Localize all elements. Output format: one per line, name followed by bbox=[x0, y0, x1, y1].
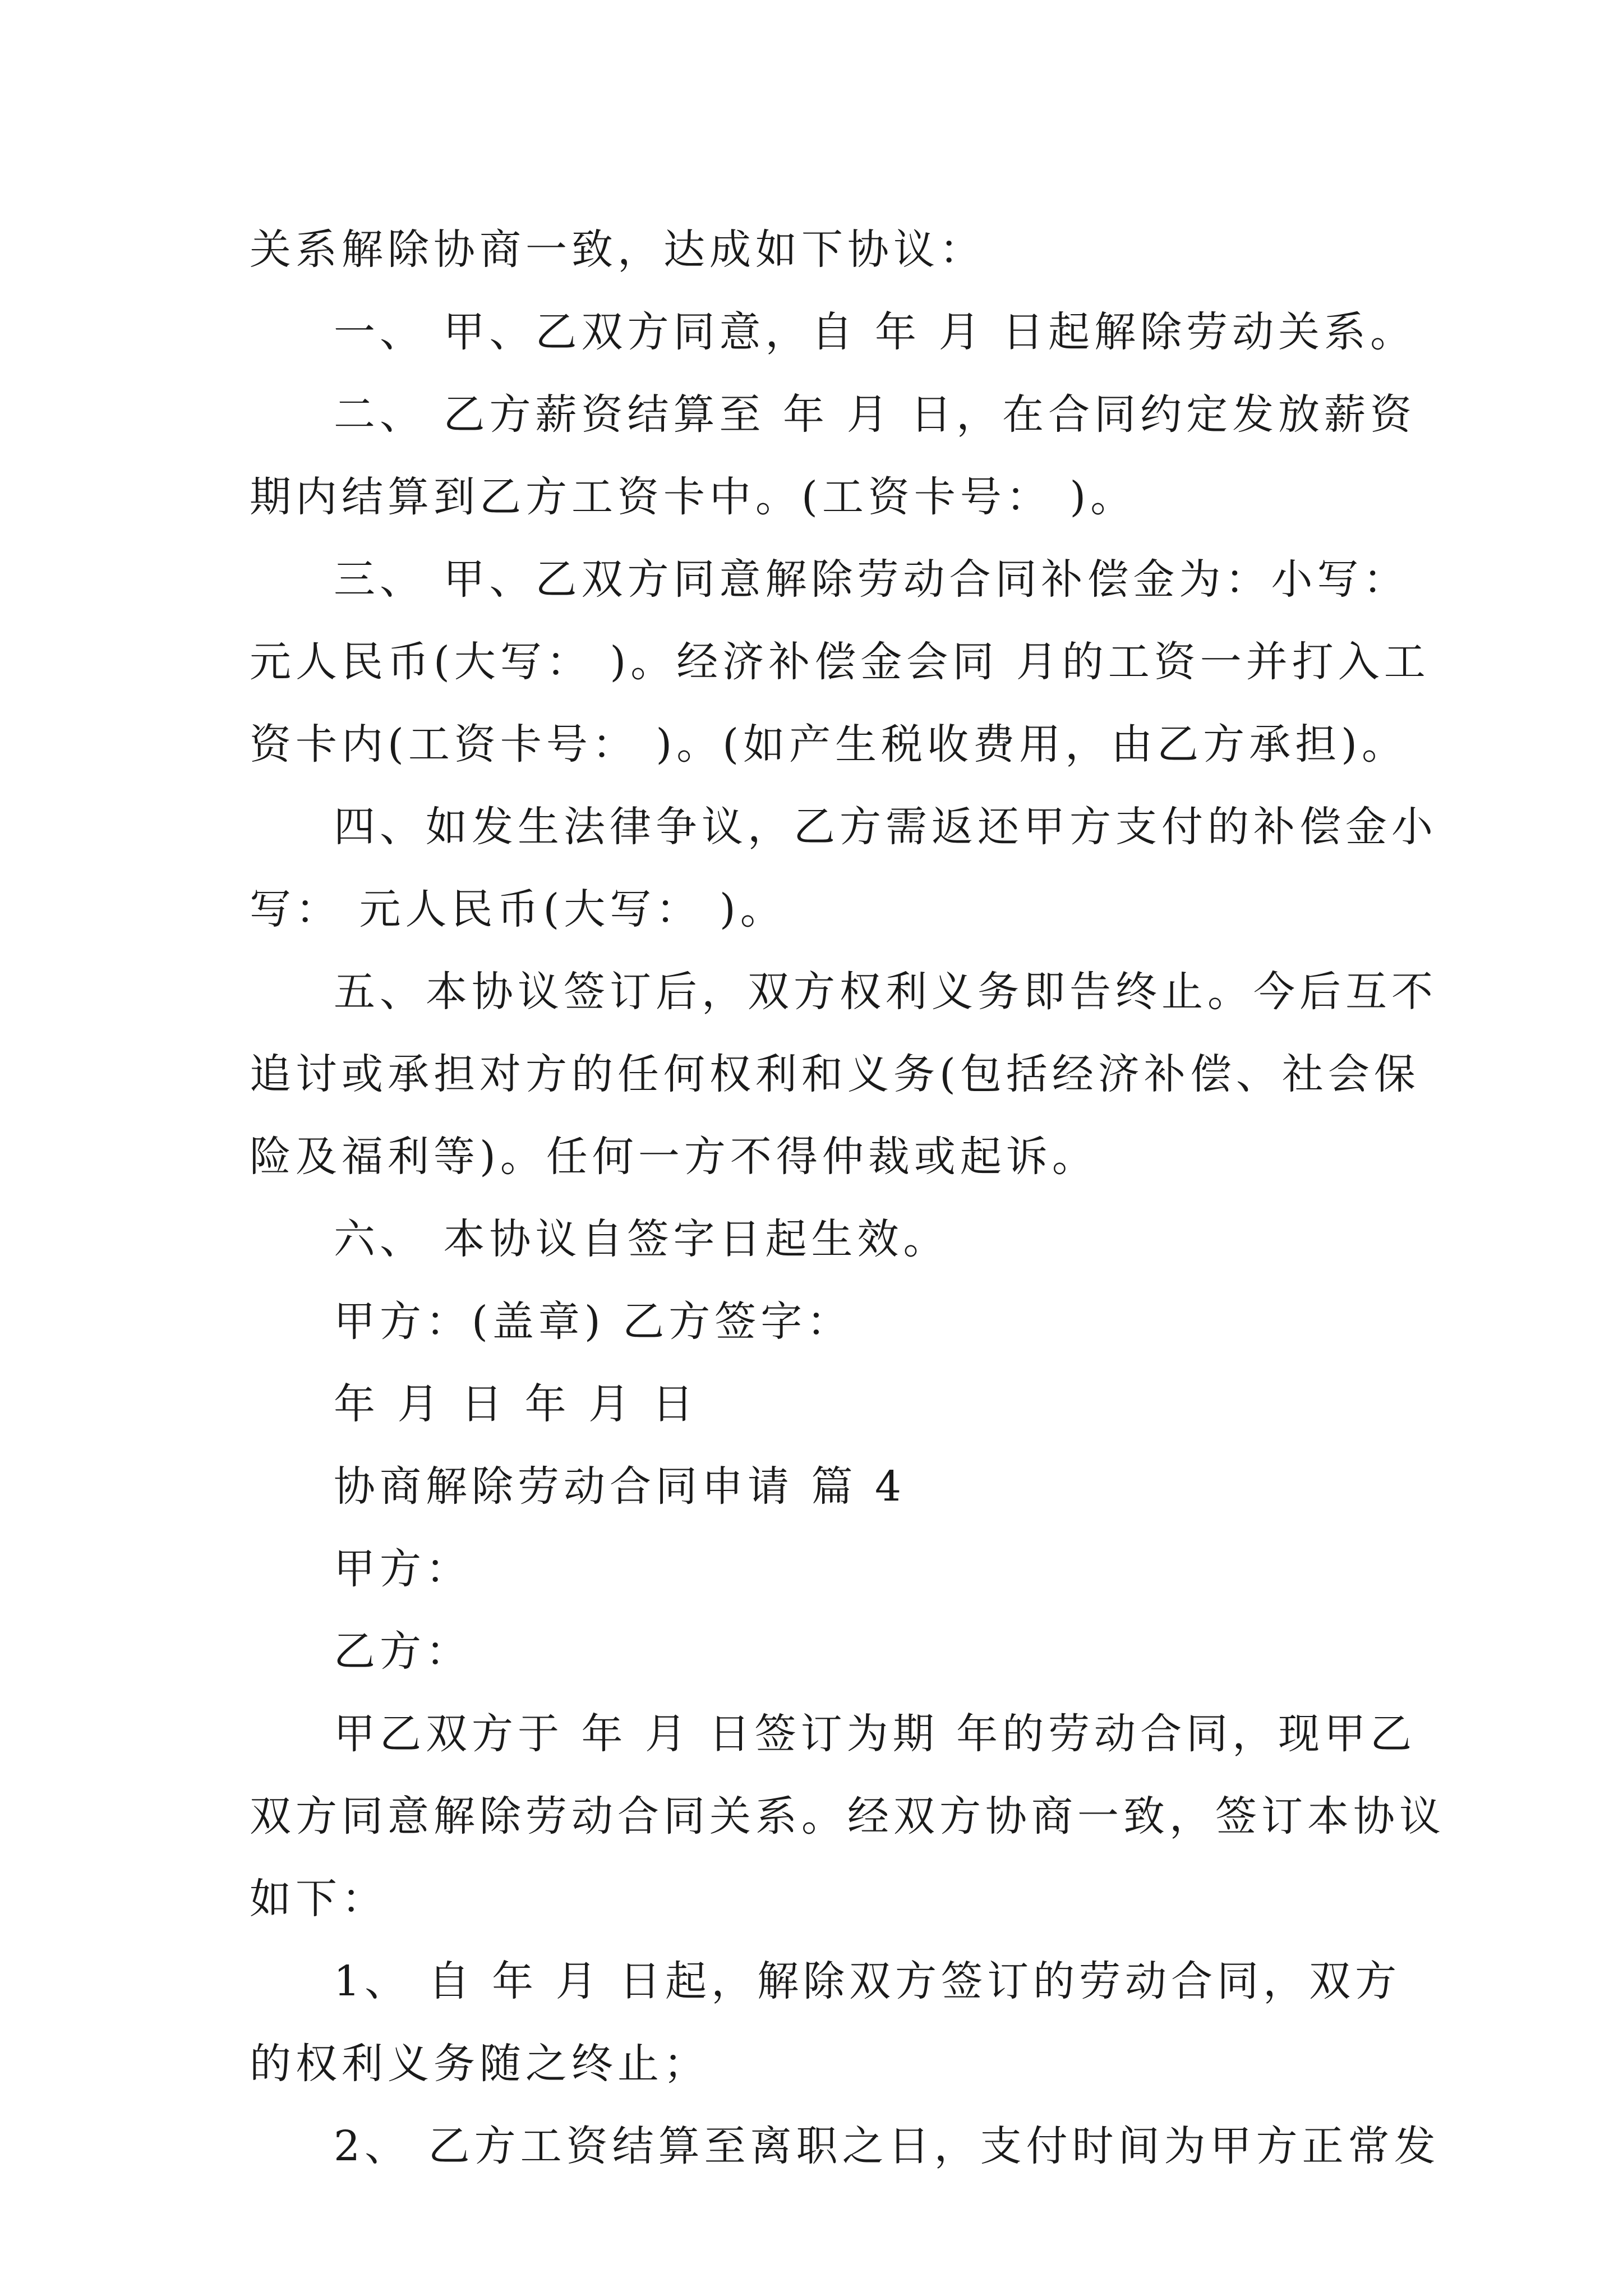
item-2: 2、 乙方工资结算至离职之日，支付时间为甲方正常发 bbox=[334, 2122, 1440, 2170]
clause-3: 三、 甲、乙双方同意解除劳动合同补偿金为：小写： bbox=[334, 555, 1409, 604]
text-line: 追讨或承担对方的任何权利和义务(包括经济补偿、社会保 bbox=[250, 1050, 1420, 1098]
clause-6: 六、 本协议自签字日起生效。 bbox=[334, 1215, 949, 1263]
date-line: 年 月 日 年 月 日 bbox=[334, 1380, 698, 1428]
text-line: 写： 元人民币(大写： )。 bbox=[250, 885, 786, 933]
text-line: 期内结算到乙方工资卡中。(工资卡号： )。 bbox=[250, 473, 1137, 521]
item-1: 1、 自 年 月 日起，解除双方签订的劳动合同，双方 bbox=[334, 1957, 1401, 2005]
signature-line: 甲方：(盖章) 乙方签字： bbox=[334, 1297, 853, 1346]
text-line: 如下： bbox=[250, 1875, 388, 1923]
text-line: 双方同意解除劳动合同关系。经双方协商一致，签订本协议 bbox=[250, 1792, 1445, 1841]
clause-5: 五、本协议签订后，双方权利义务即告终止。今后互不 bbox=[334, 968, 1437, 1016]
document-body bbox=[250, 209, 1445, 2188]
clause-2: 二、 乙方薪资结算至 年 月 日，在合同约定发放薪资 bbox=[334, 390, 1417, 439]
party-b-label: 乙方： bbox=[334, 1627, 472, 1676]
section-heading: 协商解除劳动合同申请 篇 4 bbox=[334, 1462, 906, 1511]
text-line: 险及福利等)。任何一方不得仲裁或起诉。 bbox=[250, 1133, 1098, 1181]
intro-paragraph: 甲乙双方于 年 月 日签订为期 年的劳动合同，现甲乙 bbox=[334, 1710, 1417, 1758]
party-a-label: 甲方： bbox=[334, 1545, 472, 1593]
text-line: 元人民币(大写： )。经济补偿金会同 月的工资一并打入工 bbox=[250, 638, 1430, 686]
clause-1: 一、 甲、乙双方同意，自 年 月 日起解除劳动关系。 bbox=[334, 308, 1417, 356]
text-line: 的权利义务随之终止； bbox=[250, 2040, 709, 2088]
text-line: 关系解除协商一致，达成如下协议： bbox=[250, 226, 985, 274]
clause-4: 四、如发生法律争议，乙方需返还甲方支付的补偿金小 bbox=[334, 803, 1437, 851]
text-line: 资卡内(工资卡号： )。(如产生税收费用，由乙方承担)。 bbox=[250, 720, 1408, 769]
